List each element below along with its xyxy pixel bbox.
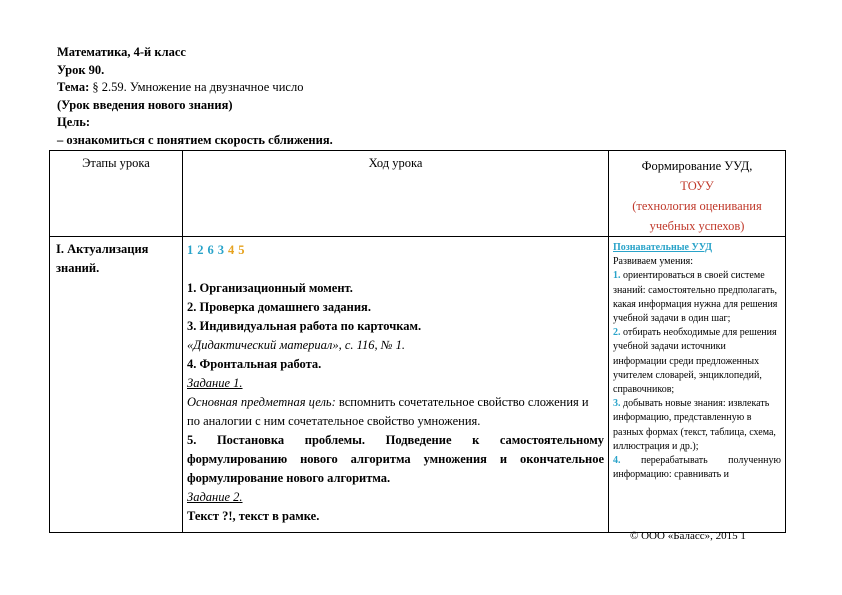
copyright-footer: © ООО «Баласс», 2015 1 bbox=[630, 530, 746, 542]
lesson-table bbox=[49, 150, 786, 533]
col-course-header: Ход урока bbox=[183, 151, 609, 237]
uud-title: Познавательные УУД bbox=[613, 242, 713, 253]
slide-link-6[interactable]: 6 bbox=[207, 243, 214, 257]
slide-numbers bbox=[187, 241, 604, 260]
slide-link-2[interactable]: 2 bbox=[197, 243, 204, 257]
lesson-number: Урок 90. bbox=[57, 62, 105, 77]
stage-cell bbox=[50, 237, 183, 533]
uud-item-3: 3. добывать новые знания: извлекать информацию, представленную в разных формах (текст, таблица, схема, иллюстрация и др.); bbox=[613, 398, 776, 452]
col-stages-header: Этапы урока bbox=[50, 151, 183, 237]
uud-intro: Развиваем умения: bbox=[613, 256, 694, 268]
document-header bbox=[57, 44, 333, 150]
lesson-type: (Урок введения нового знания) bbox=[57, 97, 233, 112]
slide-link-1[interactable]: 1 bbox=[187, 243, 194, 257]
uud-item-4: 4. перерабатывать полученную информацию: сравнивать и bbox=[613, 455, 781, 481]
topic-line: Тема: § 2.59. Умножение на двузначное число bbox=[57, 80, 304, 95]
uud-item-1: 1. ориентироваться в своей системе знаний: самостоятельно предполагать, какая информация нужна для решения учебной задачи в один шаг; bbox=[613, 270, 778, 325]
stage-title: I. Актуализация знаний. bbox=[56, 242, 149, 275]
uud-cell bbox=[609, 237, 786, 533]
text-frame-note: Текст ?!, текст в рамке. bbox=[187, 509, 320, 523]
step-3-reference: «Дидактический материал», с. 116, № 1. bbox=[187, 338, 406, 352]
step-4: 4. Фронтальная работа. bbox=[187, 357, 322, 371]
subject-line: Математика, 4-й класс bbox=[57, 45, 186, 59]
uud-item-2: 2. отбирать необходимые для решения учебной задачи источники информации среди предложенных учителем словарей, энциклопедий, справочников; bbox=[613, 327, 777, 396]
slide-link-5[interactable]: 5 bbox=[238, 243, 245, 257]
course-cell bbox=[183, 237, 609, 533]
goal-label: Цель: bbox=[57, 115, 91, 130]
step-5: 5. Постановка проблемы. Подведение к самостоятельному формулированию нового алгоритма умножения и окончательное формулирование нового алгоритма. bbox=[187, 433, 604, 485]
table-header-row bbox=[50, 151, 786, 237]
step-2: 2. Проверка домашнего задания. bbox=[187, 300, 371, 314]
slide-link-4[interactable]: 4 bbox=[228, 243, 235, 257]
step-3: 3. Индивидуальная работа по карточкам. bbox=[187, 319, 422, 333]
task-1-label: Задание 1. bbox=[187, 376, 243, 390]
slide-link-3[interactable]: 3 bbox=[217, 243, 224, 257]
task-1-goal: Основная предметная цель: вспомнить сочетательное свойство сложения и по аналогии с ним сочетательное свойство умножения. bbox=[187, 395, 589, 428]
step-1: 1. Организационный момент. bbox=[187, 281, 353, 295]
task-2-label: Задание 2. bbox=[187, 490, 243, 504]
col-uud-header: Формирование УУД, ТОУУ (технология оценивания учебных успехов) bbox=[609, 151, 786, 237]
table-row bbox=[50, 237, 786, 533]
goal-text: – ознакомиться с понятием скорость сближения. bbox=[57, 132, 333, 147]
